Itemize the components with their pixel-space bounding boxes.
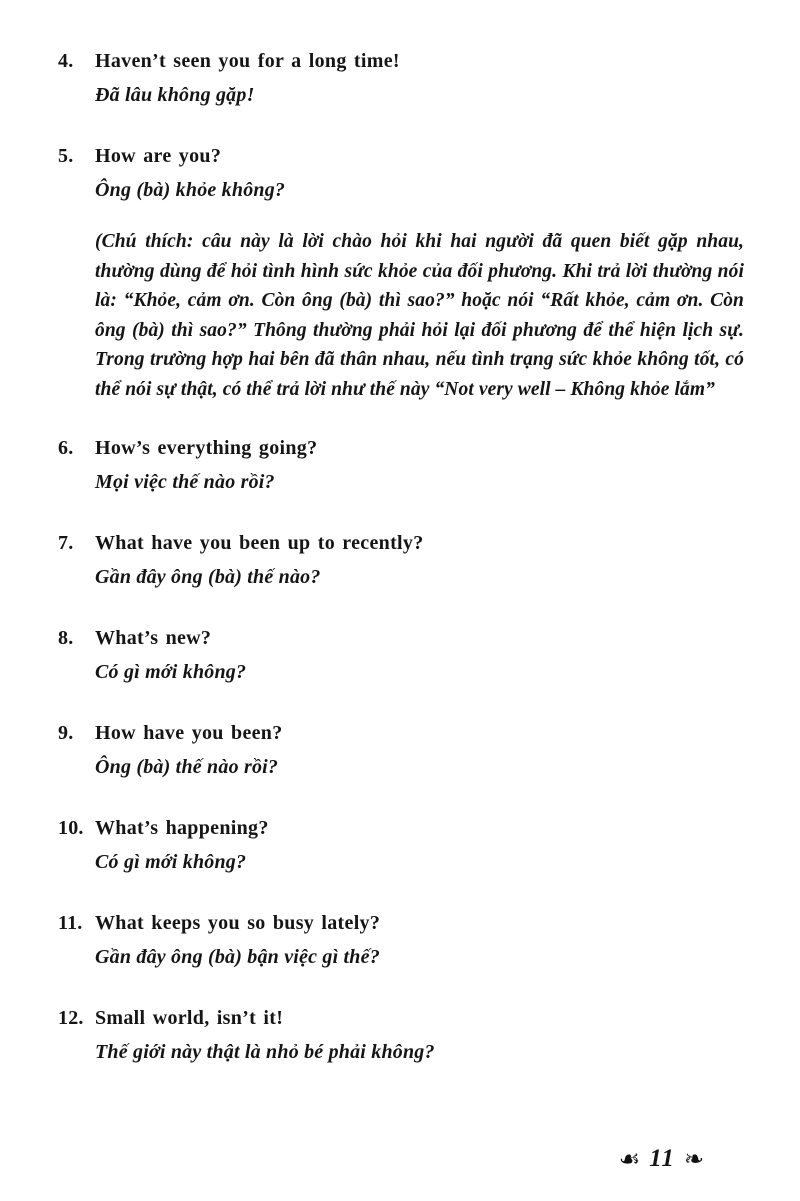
english-phrase: How are you? [95,145,222,167]
phrase-item [58,716,744,784]
item-number: 4. [58,50,74,72]
phrase-item [58,906,744,974]
vietnamese-translation: Có gì mới không? [95,851,247,873]
english-phrase: How’s everything going? [95,437,318,459]
phrase-item [58,526,744,594]
phrase-item [58,621,744,689]
phrase-list [58,44,744,1069]
phrase-item [58,431,744,499]
english-phrase: How have you been? [95,722,283,744]
page-number: 11 [649,1145,675,1172]
vietnamese-translation: Đã lâu không gặp! [95,84,255,106]
item-number: 10. [58,817,84,839]
item-number: 5. [58,145,74,167]
item-number: 9. [58,722,74,744]
vietnamese-translation: Ông (bà) khỏe không? [95,179,286,201]
phrase-item [58,139,744,404]
item-number: 11. [58,912,83,934]
phrase-item [58,811,744,879]
item-number: 12. [58,1007,84,1029]
right-fleuron-ornament-icon: ❧ [683,1144,704,1173]
vietnamese-translation: Gần đây ông (bà) bận việc gì thế? [95,946,380,968]
english-phrase: What keeps you so busy lately? [95,912,381,934]
item-number: 7. [58,532,74,554]
left-fleuron-ornament-icon: ☙ [618,1144,641,1173]
english-phrase: Haven’t seen you for a long time! [95,50,400,72]
vietnamese-translation: Thế giới này thật là nhỏ bé phải không? [95,1041,435,1063]
phrase-item [58,44,744,112]
page-footer [619,1146,704,1171]
vietnamese-translation: Có gì mới không? [95,661,247,683]
vietnamese-translation: Gần đây ông (bà) thế nào? [95,566,321,588]
vietnamese-translation: Ông (bà) thế nào rồi? [95,756,279,778]
english-phrase: Small world, isn’t it! [95,1007,284,1029]
phrase-item [58,1001,744,1069]
translation-note: (Chú thích: câu này là lời chào hỏi khi hai người đã quen biết gặp nhau, thường dùng để hỏi tình hình sức khỏe của đối phương. Khi trả lời thường nói là: “Khỏe, cảm ơn. Còn ông (bà) thì sao?” hoặc nói “Rất khỏe, cảm ơn. Còn ông (bà) thì sao?” Thông thường phải hỏi lại đối phương để thể hiện lịch sự. Trong trường hợp hai bên đã thân nhau, nếu tình trạng sức khỏe không tốt, có thể nói sự thật, có thể trả lời như thế này “Not very well – Không khỏe lắm” [95,231,744,400]
vietnamese-translation: Mọi việc thế nào rồi? [95,471,275,493]
item-number: 6. [58,437,74,459]
item-number: 8. [58,627,74,649]
english-phrase: What’s happening? [95,817,269,839]
english-phrase: What have you been up to recently? [95,532,424,554]
english-phrase: What’s new? [95,627,212,649]
